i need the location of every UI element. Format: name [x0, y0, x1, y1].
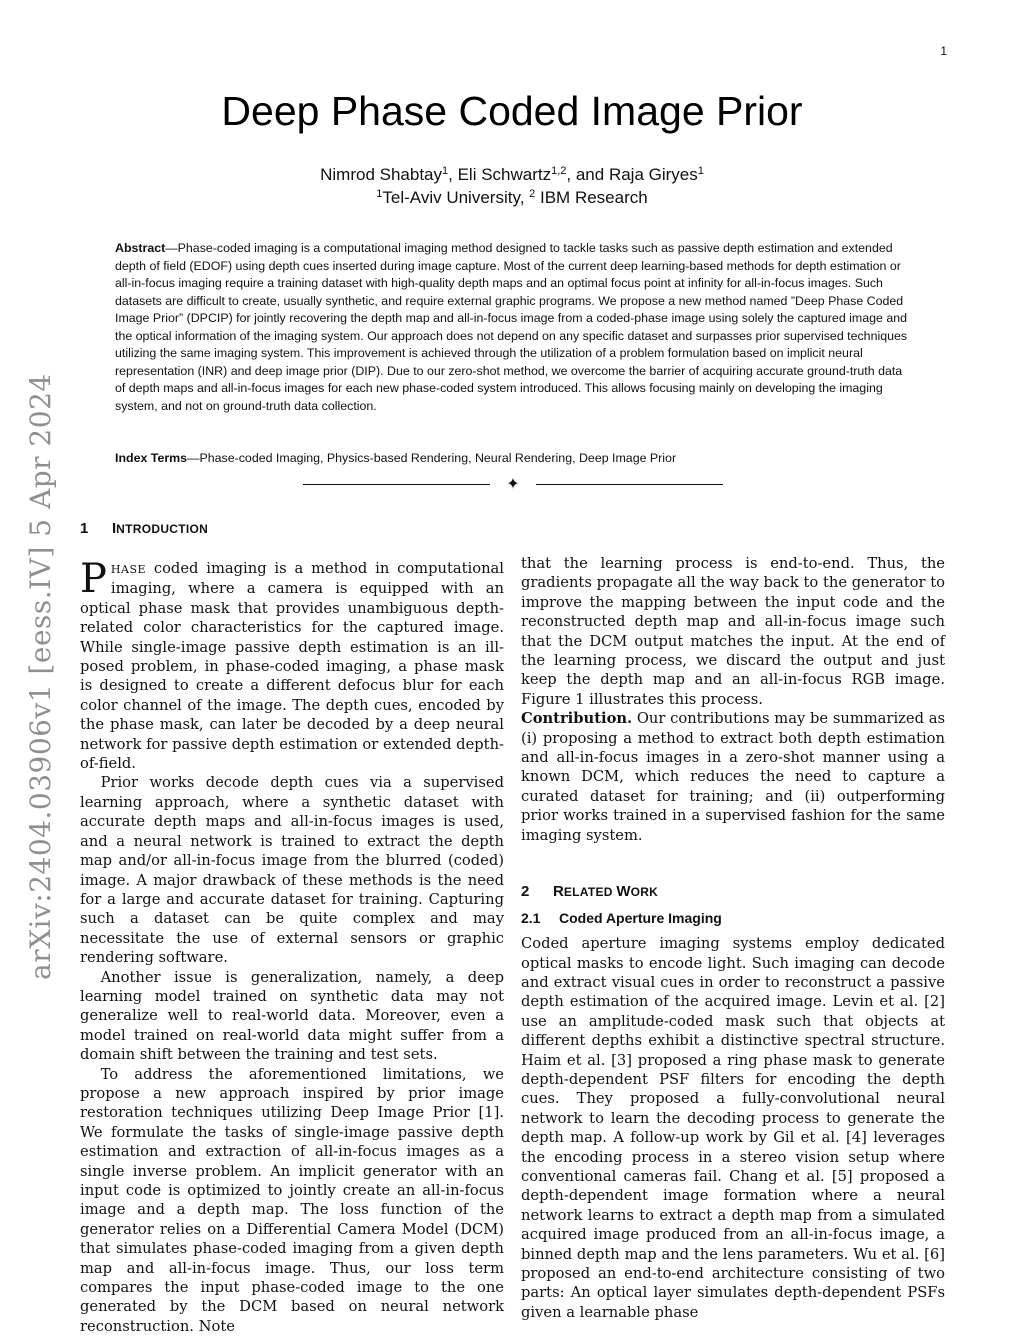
section-number: 1 — [80, 520, 89, 537]
section-heading-introduction — [80, 520, 504, 537]
section-heading-related-work — [521, 883, 945, 900]
intro-paragraph: Prior works decode depth cues via a supervised learning approach, where a synthetic dataset with accurate depth maps and all-in-focus images is used, and a neural network is trained to extract the depth map and/or all-in-focus image from the blurred (coded) image. A major drawback of these methods is the need for a large and accurate dataset for training. Capturing such a dataset can be quite complex and may necessitate the use of external sensors or graphic rendering software. — [80, 774, 504, 967]
right-column — [521, 554, 945, 1322]
subsection-title: Coded Aperture Imaging — [559, 910, 722, 927]
affiliation-mark: 1 — [376, 188, 383, 200]
section-number: 2 — [521, 883, 530, 901]
author-separator: , and — [566, 165, 609, 184]
subsection-heading-coded-aperture — [521, 910, 945, 926]
section-title-initial: R — [553, 883, 564, 901]
contribution-text: Our contributions may be summarized as (i) proposing a method to extract both depth estimation and all-in-focus images in a zero-shot manner using a known DCM, which reduces the need to capture a curated dataset for training; and (ii) outperforming prior works trained in a supervised fashion for the same imaging system. — [521, 710, 945, 844]
intro-paragraph: Another issue is generalization, namely, a deep learning model trained on synthetic data may not generalize well to real-world data. Moreover, even a model trained on real-world data might suffer from a domain shift between the training and test sets. — [80, 968, 504, 1064]
paper-title: Deep Phase Coded Image Prior — [221, 88, 803, 134]
separator-star-icon: ✦ — [506, 474, 520, 493]
separator-line-left — [303, 484, 490, 485]
author-affil-mark: 1,2 — [551, 165, 567, 177]
author-separator: , — [448, 165, 458, 184]
separator-line-right — [536, 484, 723, 485]
left-column — [80, 520, 504, 1336]
paragraph-text: coded imaging is a method in computational imaging, where a camera is equipped with an optical phase mask that provides unambiguous depth-related color characteristics for the captured image. While single-image passive depth estimation is an ill-posed problem, in phase-coded imaging, a phase mask is designed to create a different defocus blur for each color channel of the image. The depth cues, encoded by the phase mask, can later be decoded by a deep neural network for passive depth estimation or extended depth-of-field. — [80, 560, 504, 773]
index-terms-label: Index Terms — [115, 451, 188, 465]
section-title-initial: W — [616, 883, 631, 901]
abstract-text: Phase-coded imaging is a computational imaging method designed to tackle tasks such as passive depth estimation and extended depth of field (EDOF) using depth cues inserted during image capture. Most of the current deep learning-based methods for depth estimation or all-in-focus imaging require a training dataset with high-quality depth maps and an optimal focus point at infinity for all-in-focus images. Such datasets are difficult to create, usually synthetic, and require external graphic programs. We propose a new method named ”Deep Phase Coded Image Prior” (DPCIP) for jointly recovering the depth map and all-in-focus image from a coded-phase image using solely the captured image and the optical information of the imaging system. Our approach does not depend on any specific dataset and surpasses prior supervised techniques utilizing the same imaging system. This improvement is achieved through the utilization of a problem formulation based on implicit neural representation (INR) and deep image prior (DIP). Due to our zero-shot method, we overcome the barrier of acquiring accurate ground-truth data of depth maps and all-in-focus images for each new phase-coded system introduced. This allows focusing mainly on developing the imaging system, and not on ground-truth data collection. — [115, 241, 908, 413]
intro-paragraph: that the learning process is end-to-end. Thus, the gradients propagate all the way back to the generator to improve the mapping between the input code and the reconstructed depth map and all-in-focus image such that the DCM output matches the input. At the end of the learning process, we discard the output and just keep the depth map and an all-in-focus RGB image. Figure 1 illustrates this process. — [521, 555, 945, 708]
abstract-dash: — — [165, 241, 178, 255]
drop-cap-rest: HASE — [110, 563, 147, 576]
intro-paragraph: To address the aforementioned limitations, we propose a new approach inspired by prior image restoration techniques utilizing Deep Image Prior [1]. We formulate the tasks of single-image passive depth estimation and extraction of all-in-focus images as a single inverse problem. An implicit generator with an input code is optimized to jointly create an all-in-focus image and a depth map. The loss function of the generator relies on a Differential Camera Model (DCM) that simulates phase-coded imaging from a given depth map and all-in-focus image. Thus, our loss term compares the input phase-coded image to the one generated by the DCM based on neural network reconstruction. Note — [80, 1065, 504, 1335]
section-title-rest: ORK — [630, 885, 659, 900]
section-title-rest: ELATED — [563, 885, 617, 900]
drop-cap: P — [80, 556, 107, 602]
related-work-paragraph: Coded aperture imaging systems employ dedicated optical masks to encode light. Such imaging can decode and extract visual cues in order to reconstruct a passive depth estimation of the acquired image. Levin et al. [2] use an amplitude-coded mask such that objects at different depths exhibit a distinctive spectral structure. Haim et al. [3] proposed a ring phase mask to generate depth-dependent PSF filters for encoding the depth cues. They proposed a fully-convolutional neural network to learn the decoding process to generate the depth map. A follow-up work by Gil et al. [4] leverages the encoding process in a stereo vision setup where conventional cameras fail. Chang et al. [5] proposed a depth-dependent image formation where a neural network learns to extract a depth map from a simulated acquired image produced from an all-in-focus image, a binned depth map and the lens parameters. Wu et al. [6] proposed an end-to-end architecture consisting of two parts: An optical layer simulates depth-dependent PSFs given a learnable phase — [521, 935, 945, 1321]
author-affil-mark: 1 — [697, 165, 704, 177]
author-name: Nimrod Shabtay — [320, 165, 442, 184]
author-name: Eli Schwartz — [457, 165, 552, 184]
affiliation-mark: 2 — [529, 188, 536, 200]
abstract-label: Abstract — [115, 241, 166, 255]
page-number: 1 — [940, 44, 947, 58]
contribution-label: Contribution. — [521, 710, 633, 728]
index-terms — [115, 450, 910, 468]
arxiv-identifier: arXiv:2404.03906v1 [eess.IV] 5 Apr 2024 — [24, 373, 57, 980]
affiliation-name: Tel-Aviv University, — [382, 188, 530, 207]
section-title-rest: NTRODUCTION — [116, 522, 209, 536]
author-affil-mark: 1 — [442, 165, 449, 177]
subsection-number: 2.1 — [521, 910, 541, 927]
author-list — [0, 165, 1024, 185]
section-separator — [303, 474, 723, 493]
author-name: Raja Giryes — [608, 165, 698, 184]
section-title-initial: I — [112, 520, 117, 537]
affiliation-name: IBM Research — [540, 188, 648, 207]
affiliation-list — [0, 188, 1024, 208]
intro-paragraph — [80, 556, 504, 773]
index-terms-dash: — — [187, 451, 200, 465]
abstract — [115, 240, 910, 415]
index-terms-text: Phase-coded Imaging, Physics-based Rendering, Neural Rendering, Deep Image Prior — [199, 451, 677, 465]
contribution-paragraph — [521, 709, 945, 845]
